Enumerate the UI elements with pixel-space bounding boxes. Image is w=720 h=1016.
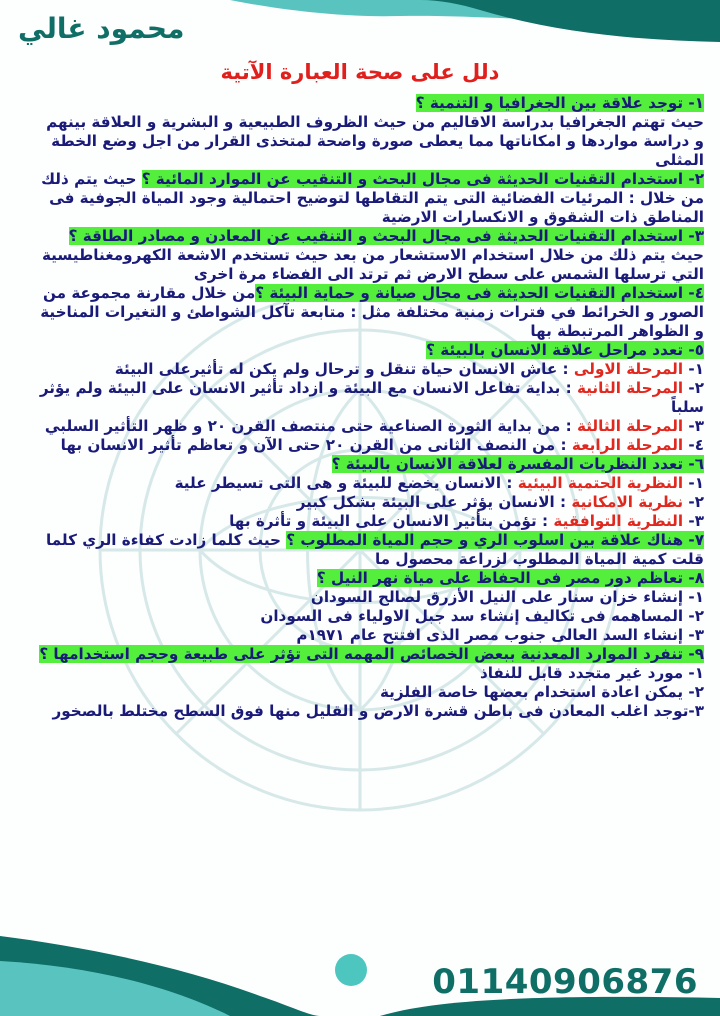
stage-1: ١- المرحلة الاولى : عاش الانسان حياة تنقل و ترحال ولم يكن له تأثيرعلى البيئة: [114, 360, 704, 378]
item-9: [36, 645, 704, 683]
item-3-answer: حيث يتم ذلك من خلال استخدام الاستشعار من بعد حيث تستخدم الاشعة الكهرومغناطيسية التي ترسلها الشمس على سطح الارض ثم ترتد الى الفضاء مرة اخرى: [41, 246, 704, 283]
stage-4: ٤- المرحلة الرابعة : من النصف الثانى من القرن ٢٠ حتى الآن و تعاظم تأثير الانسان بها: [60, 436, 704, 454]
theory-3-label: النظرية التوافقية: [553, 512, 684, 530]
theory-2: ٢- نظرية الامكانية : الانسان يؤثر على البيئة بشكل كبير: [296, 493, 704, 511]
theory-1: ١- النظرية الحتمية البيئية : الانسان يخضع للبيئة و هى التى تسيطر علية: [174, 474, 704, 492]
worksheet-content: [36, 94, 704, 721]
item-2-answer: حيث يتم ذلك من خلال : المرئيات الفضائية التى يتم التقاطها لتوضيح احتمالية وجود المياة الجوفية فى المناطق ذات الشقوق و الانكسارات الارضية: [41, 170, 704, 226]
item-8-point-1: ١- إنشاء خزان سنار على النيل الأزرق لصالح السودان: [310, 588, 704, 606]
stage-2: ٢- المرحلة الثانية : بداية تفاعل الانسان مع البيئة و ازداد تأثير الانسان على البيئة ولم يؤثر سلباً: [39, 379, 704, 416]
item-2: [36, 170, 704, 227]
item-7: [36, 531, 704, 569]
item-8-point-2: ٢- المساهمه فى تكاليف إنشاء سد جبل الاولياء فى السودان: [260, 607, 704, 625]
item-1: [36, 94, 704, 113]
stage-4-label: المرحلة الرابعة: [571, 436, 684, 454]
stage-1-label: المرحلة الاولى: [573, 360, 684, 378]
item-9-question: ٩- تنفرد الموارد المعدنية ببعض الخصائص المهمه التى تؤثر على طبيعة وحجم استخدامها ؟: [39, 645, 704, 663]
stage-2-label: المرحلة الثانية: [577, 379, 684, 397]
stage-3-label: المرحلة الثالثة: [577, 417, 684, 435]
decorative-dot: [335, 954, 367, 986]
item-7-answer: حيث كلما زادت كفاءة الري كلما قلت كمية المياة المطلوب لزراعة محصول ما: [46, 531, 704, 568]
page-title: دلل على صحة العبارة الآتية: [220, 60, 500, 84]
theory-1-label: النظرية الحتمية البيئية: [517, 474, 684, 492]
item-3: [36, 227, 704, 284]
item-4: [36, 284, 704, 341]
item-8: [36, 569, 704, 588]
item-4-answer: من خلال مقارنة مجموعة من الصور و الخرائط في فترات زمنية مختلفة مثل : متابعة تآكل الشواطئ و التغيرات المناخية و الظواهر المرتبطة بها: [40, 284, 704, 340]
item-9-point-3: ٣-توجد اغلب المعادن فى باطن قشرة الارض و القليل منها فوق السطح مختلط بالصخور: [52, 702, 704, 720]
phone-number: 01140906876: [432, 962, 698, 1002]
theory-3: ٣- النظرية التوافقية : تؤمن بتأثير الانسان على البيئة و تأثرة بها: [229, 512, 704, 530]
item-3-question: ٣- استخدام التقنيات الحديثة فى مجال البحث و التنقيب عن المعادن و مصادر الطاقة ؟: [68, 227, 704, 245]
item-2-question: ٢- استخدام التقنيات الحديثة فى مجال البحث و التنقيب عن الموارد المائية ؟: [141, 170, 704, 188]
item-7-question: ٧- هناك علاقة بين اسلوب الري و حجم المياة المطلوب ؟: [286, 531, 704, 549]
item-1-answer: حيث تهتم الجغرافيا بدراسة الاقاليم من حيث الظروف الطبيعية و البشرية و العلاقة بينهم و دراسة مواردها و امكاناتها مما يعطى صورة واضحة لمتخذى القرار من اجل وضع الخطة المثلى: [46, 113, 704, 169]
author-name: محمود غالي: [18, 12, 185, 45]
item-1-question: ١- توجد علاقة بين الجغرافيا و التنمية ؟: [415, 94, 704, 112]
item-8-point-3: ٣- إنشاء السد العالى جنوب مصر الذى افتتح عام ١٩٧١م: [296, 626, 704, 644]
item-9-point-2: ٢- يمكن اعادة استخدام بعضها خاصة الفلزية: [379, 683, 704, 701]
item-6-question: ٦- تعدد النظريات المفسرة لعلاقة الانسان بالبيئة ؟: [331, 455, 704, 473]
stage-3: ٣- المرحلة الثالثة : من بداية الثورة الصناعية حتى منتصف القرن ٢٠ و ظهر التأثير السلبي: [44, 417, 704, 435]
item-5-question: ٥- تعدد مراحل علاقة الانسان بالبيئة ؟: [426, 341, 704, 359]
item-9-point-1: ١- مورد غير متجدد قابل للنفاذ: [479, 664, 704, 682]
theory-2-label: نظرية الامكانية: [571, 493, 684, 511]
item-5: [36, 341, 704, 360]
item-4-question: ٤- استخدام التقنيات الحديثة فى مجال صيانة و حماية البيئة ؟: [255, 284, 704, 302]
item-6: [36, 455, 704, 474]
item-8-question: ٨- تعاظم دور مصر فى الحفاظ على مياة نهر النيل ؟: [316, 569, 704, 587]
